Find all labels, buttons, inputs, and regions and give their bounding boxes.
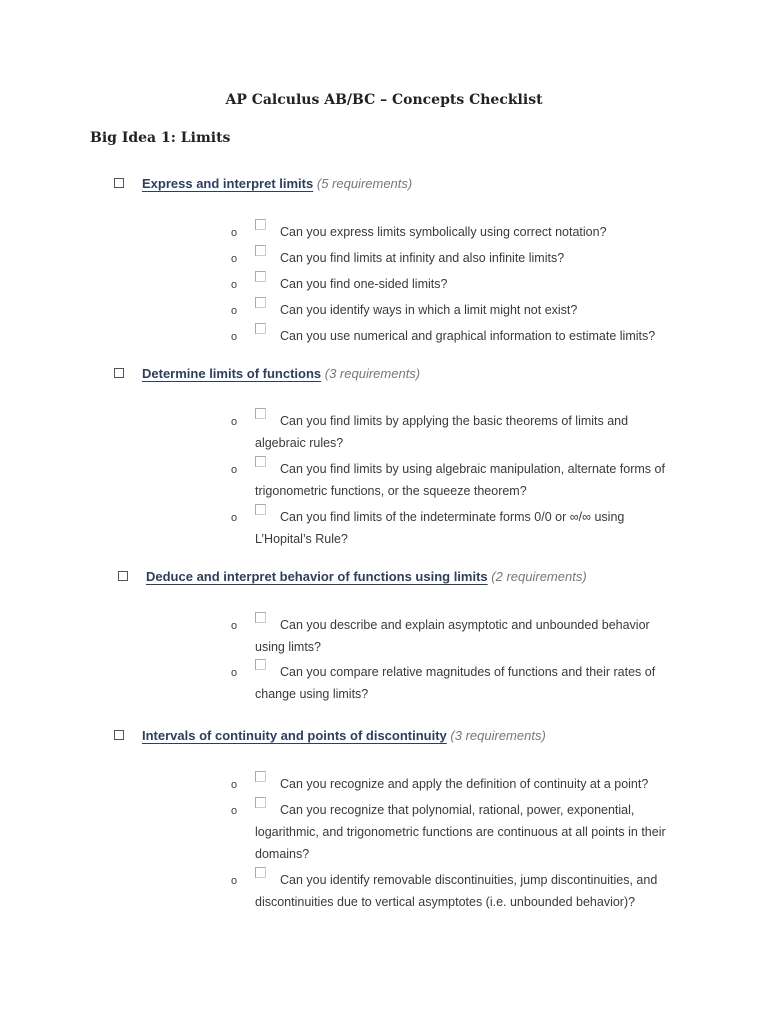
section-checkbox[interactable] xyxy=(114,730,124,740)
item-line: logarithmic, and trigonometric functions are continuous at all points in their xyxy=(255,825,666,839)
item-line: Can you recognize that polynomial, rational, power, exponential, xyxy=(280,803,635,817)
section-heading xyxy=(142,728,546,743)
list-item xyxy=(255,299,577,321)
section-checkbox[interactable] xyxy=(114,368,124,378)
item-line: Can you identify removable discontinuities, jump discontinuities, and xyxy=(280,873,658,887)
item-line: domains? xyxy=(255,847,310,861)
item-line: discontinuities due to vertical asymptotes (i.e. unbounded behavior)? xyxy=(255,895,636,909)
list-item xyxy=(255,273,447,295)
section-heading xyxy=(146,569,587,584)
item-line: algebraic rules? xyxy=(255,436,344,450)
page-title: AP Calculus AB/BC – Concepts Checklist xyxy=(225,92,543,108)
list-item xyxy=(255,661,655,705)
section-checkbox[interactable] xyxy=(118,571,128,581)
item-line: Can you find limits by applying the basic theorems of limits and xyxy=(280,414,629,428)
list-item xyxy=(255,325,655,347)
bullet-icon: o xyxy=(231,253,238,265)
item-line: Can you identify ways in which a limit might not exist? xyxy=(280,303,578,317)
section-heading xyxy=(142,366,420,381)
list-item xyxy=(255,614,650,658)
section-heading xyxy=(142,176,412,191)
item-line: Can you recognize and apply the definition of continuity at a point? xyxy=(280,777,649,791)
section-title[interactable]: Express and interpret limits xyxy=(142,176,314,191)
section-title[interactable]: Intervals of continuity and points of discontinuity xyxy=(142,728,447,743)
bullet-icon: o xyxy=(231,279,238,291)
bullet-icon: o xyxy=(231,331,238,343)
item-line: Can you express limits symbolically using correct notation? xyxy=(280,225,607,239)
bullet-icon: o xyxy=(231,805,238,817)
item-line: Can you find one-sided limits? xyxy=(280,277,448,291)
list-item xyxy=(255,799,666,865)
item-line: Can you use numerical and graphical information to estimate limits? xyxy=(280,329,656,343)
list-item xyxy=(255,869,657,913)
bullet-icon: o xyxy=(231,875,238,887)
section-checkbox[interactable] xyxy=(114,178,124,188)
bullet-icon: o xyxy=(231,620,238,632)
bullet-icon: o xyxy=(231,416,238,428)
list-item xyxy=(255,458,665,502)
list-item xyxy=(255,506,624,550)
section-requirements: (3 requirements) xyxy=(324,366,421,381)
list-item xyxy=(255,247,564,269)
section-title[interactable]: Determine limits of functions xyxy=(142,366,322,381)
item-line: trigonometric functions, or the squeeze theorem? xyxy=(255,484,527,498)
section-requirements: (3 requirements) xyxy=(450,728,546,743)
bullet-icon: o xyxy=(231,667,238,679)
bullet-icon: o xyxy=(231,464,238,476)
section-title[interactable]: Deduce and interpret behavior of functions using limits xyxy=(146,569,488,584)
list-item xyxy=(255,410,628,454)
bullet-icon: o xyxy=(231,227,238,239)
section-requirements: (5 requirements) xyxy=(316,176,413,191)
bullet-icon: o xyxy=(231,512,238,524)
item-line: Can you find limits of the indeterminate forms 0/0 or ∞/∞ using xyxy=(280,510,625,524)
item-line: Can you find limits by using algebraic manipulation, alternate forms of xyxy=(280,462,665,476)
item-line: Can you describe and explain asymptotic and unbounded behavior xyxy=(280,618,650,632)
item-line: Can you find limits at infinity and also infinite limits? xyxy=(280,251,565,265)
item-line: change using limits? xyxy=(255,687,369,701)
big-idea-heading: Big Idea 1: Limits xyxy=(90,130,231,146)
section-requirements: (2 requirements) xyxy=(491,569,587,584)
item-line: L’Hopital’s Rule? xyxy=(255,532,348,546)
list-item xyxy=(255,773,648,795)
bullet-icon: o xyxy=(231,779,238,791)
bullet-icon: o xyxy=(231,305,238,317)
item-line: using limts? xyxy=(255,640,321,654)
item-line: Can you compare relative magnitudes of functions and their rates of xyxy=(280,665,656,679)
list-item xyxy=(255,221,607,243)
